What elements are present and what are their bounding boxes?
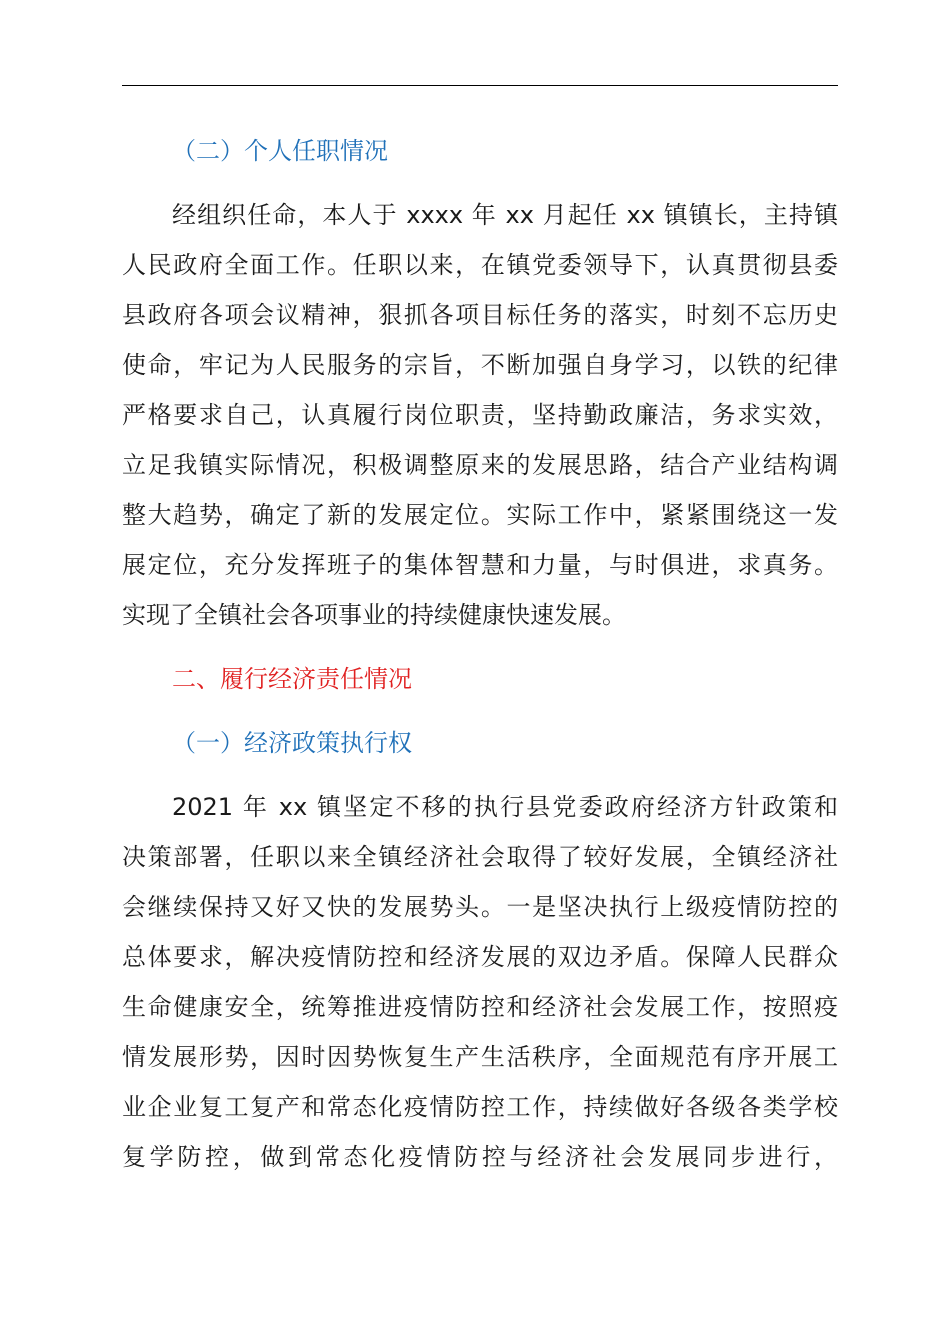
section-2-heading: （二）个人任职情况 bbox=[172, 137, 388, 165]
section-2-paragraph bbox=[122, 190, 838, 640]
paragraph-line: 生命健康安全，统筹推进疫情防控和经济社会发展工作，按照疫 bbox=[122, 993, 838, 1021]
paragraph-line: 实现了全镇社会各项事业的持续健康快速发展。 bbox=[122, 601, 626, 629]
paragraph-line: 情发展形势，因时因势恢复生产生活秩序，全面规范有序开展工 bbox=[122, 1043, 838, 1071]
document-body bbox=[122, 126, 838, 1182]
paragraph-line: 展定位，充分发挥班子的集体智慧和力量，与时俱进，求真务。 bbox=[122, 551, 838, 579]
paragraph-line: 2021 年 xx 镇坚定不移的执行县党委政府经济方针政策和 bbox=[172, 793, 838, 821]
paragraph-line: 复学防控，做到常态化疫情防控与经济社会发展同步进行， bbox=[122, 1143, 838, 1171]
paragraph-line: 决策部署，任职以来全镇经济社会取得了较好发展，全镇经济社 bbox=[122, 843, 838, 871]
paragraph-line: 立足我镇实际情况，积极调整原来的发展思路，结合产业结构调 bbox=[122, 451, 838, 479]
paragraph-line: 人民政府全面工作。任职以来，在镇党委领导下，认真贯彻县委 bbox=[122, 251, 838, 279]
subsection-1-heading: （一）经济政策执行权 bbox=[172, 729, 412, 757]
paragraph-line: 使命，牢记为人民服务的宗旨，不断加强自身学习，以铁的纪律 bbox=[122, 351, 838, 379]
paragraph-line: 会继续保持又好又快的发展势头。一是坚决执行上级疫情防控的 bbox=[122, 893, 838, 921]
header-rule bbox=[122, 85, 838, 86]
paragraph-line: 整大趋势，确定了新的发展定位。实际工作中，紧紧围绕这一发 bbox=[122, 501, 838, 529]
paragraph-line: 业企业复工复产和常态化疫情防控工作，持续做好各级各类学校 bbox=[122, 1093, 838, 1121]
paragraph-line: 经组织任命，本人于 xxxx 年 xx 月起任 xx 镇镇长，主持镇 bbox=[172, 201, 838, 229]
paragraph-line: 总体要求，解决疫情防控和经济发展的双边矛盾。保障人民群众 bbox=[122, 943, 838, 971]
major-heading: 二、履行经济责任情况 bbox=[172, 665, 412, 693]
subsection-1-paragraph bbox=[122, 782, 838, 1182]
paragraph-line: 严格要求自己，认真履行岗位职责，坚持勤政廉洁，务求实效， bbox=[122, 401, 838, 429]
paragraph-line: 县政府各项会议精神，狠抓各项目标任务的落实，时刻不忘历史 bbox=[122, 301, 838, 329]
